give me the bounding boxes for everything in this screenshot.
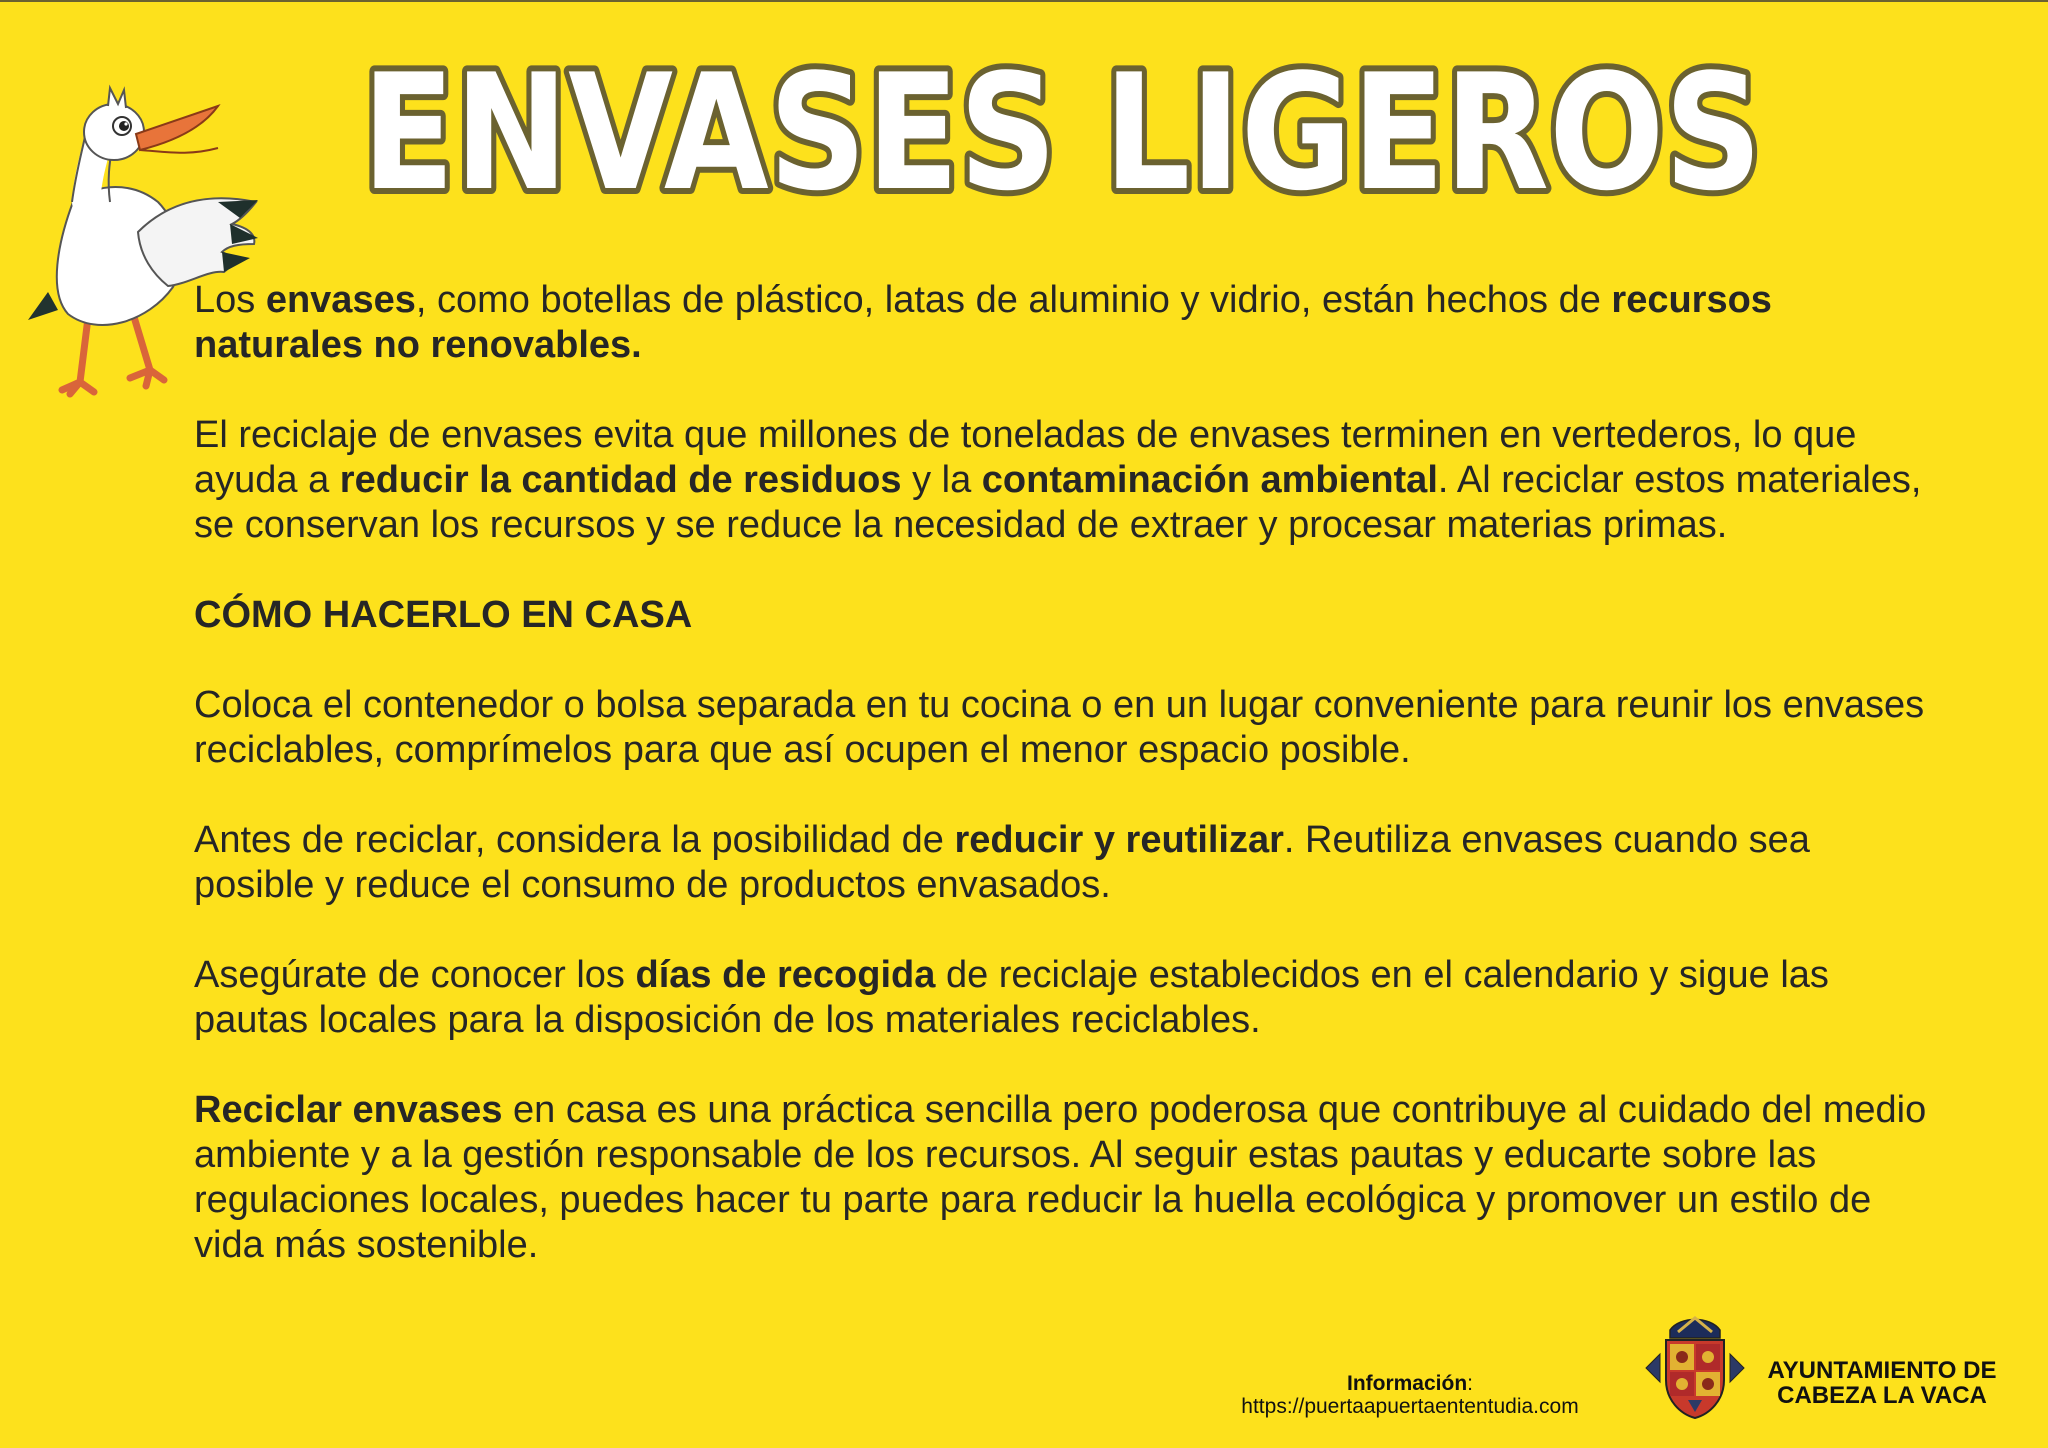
info-label-line	[1200, 1372, 1620, 1395]
emphasis-text: Reciclar envases	[194, 1089, 503, 1131]
section-heading: CÓMO HACERLO EN CASA	[194, 594, 693, 636]
page-title	[352, 36, 1772, 226]
info-url[interactable]: https://puertaapuertaententudia.com	[1241, 1395, 1579, 1418]
benefits-paragraph	[194, 413, 1934, 548]
body-text: y la	[901, 459, 982, 501]
municipality-name	[1752, 1358, 2012, 1408]
body-text: de reciclaje establecidos en el calendario y sigue las pautas locales para la disposición de los materiales reciclables.	[194, 954, 1829, 1041]
municipality-line-2: CABEZA LA VACA	[1777, 1382, 1987, 1409]
intro-paragraph	[194, 278, 1934, 368]
body-text: Coloca el contenedor o bolsa separada en tu cocina o en un lugar conveniente para reunir los envases reciclables, comprímelos para que así ocupen el menor espacio posible.	[194, 684, 1925, 771]
step-container	[194, 683, 1934, 773]
title-text: ENVASES LIGEROS	[362, 39, 1762, 226]
emphasis-text: contaminación ambiental	[981, 459, 1438, 501]
step-collection-days	[194, 953, 1934, 1043]
coat-of-arms-icon	[1640, 1310, 1750, 1422]
step-reduce-reuse	[194, 818, 1934, 908]
body-text: Los	[194, 279, 266, 321]
body-text: en casa es una práctica sencilla pero poderosa que contribuye al cuidado del medio ambiente y a la gestión responsable de los recursos. Al seguir estas pautas y educarte sobre las regulaciones locales, puedes hacer tu parte para reducir la huella ecológica y promover un estilo de vida más sostenible.	[194, 1089, 1927, 1266]
main-content	[194, 278, 1934, 1313]
body-text: Antes de reciclar, considera la posibilidad de	[194, 819, 955, 861]
body-text: . Al reciclar estos materiales, se conservan los recursos y se reduce la necesidad de extraer y procesar materias primas.	[194, 459, 1922, 546]
emphasis-text: días de recogida	[635, 954, 936, 996]
info-colon: :	[1467, 1372, 1474, 1395]
emphasis-text: envases	[265, 279, 416, 321]
info-label: Información	[1346, 1372, 1468, 1395]
municipality-line-1: AYUNTAMIENTO DE	[1767, 1357, 1997, 1384]
body-text: . Reutiliza envases cuando sea posible y reduce el consumo de productos envasados.	[194, 819, 1810, 906]
body-text: Asegúrate de conocer los	[194, 954, 636, 996]
emphasis-text: reducir y reutilizar	[954, 819, 1284, 861]
top-border-line	[0, 0, 2048, 2]
closing-paragraph	[194, 1088, 1934, 1268]
emphasis-text: reducir la cantidad de residuos	[339, 459, 902, 501]
body-text: , como botellas de plástico, latas de aluminio y vidrio, están hechos de	[415, 279, 1612, 321]
info-block	[1200, 1372, 1620, 1418]
body-text: El reciclaje de envases evita que millones de toneladas de envases terminen en vertederos, lo que ayuda a	[194, 414, 1857, 501]
emphasis-text: recursos naturales no renovables.	[194, 279, 1772, 366]
